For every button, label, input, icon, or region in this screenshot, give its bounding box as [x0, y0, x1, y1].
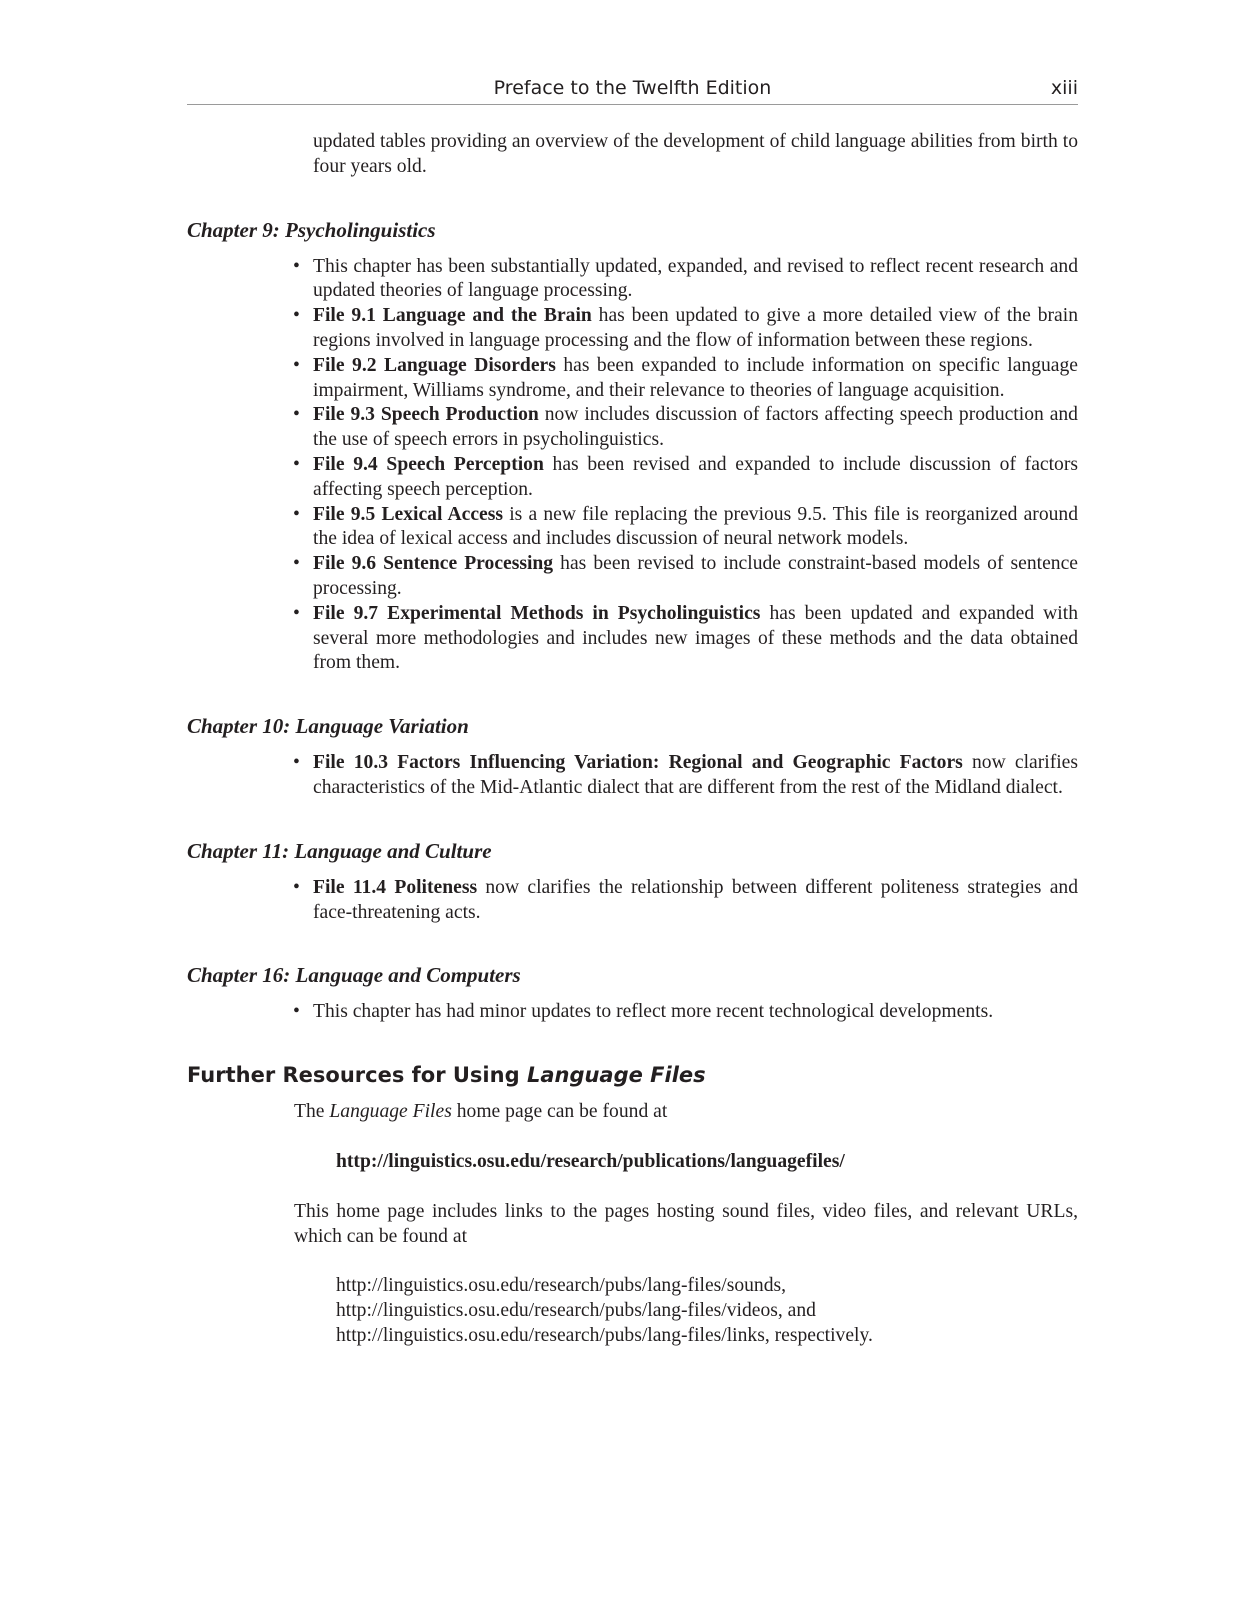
- item-text: This chapter has had minor updates to reflect more recent technological developments.: [313, 1001, 994, 1023]
- bullet-icon: •: [293, 553, 300, 575]
- bullet-list: [187, 751, 1078, 801]
- running-header: [187, 74, 1078, 105]
- file-title: File 11.4 Politeness: [313, 876, 478, 898]
- links-intro-paragraph: This home page includes links to the pages hosting sound files, video files, and relevant URLs, which can be found at: [294, 1200, 1078, 1247]
- bullet-icon: •: [293, 876, 300, 898]
- homepage-intro-paragraph: [294, 1100, 1078, 1125]
- links-url: http://linguistics.osu.edu/research/pubs/lang-files/links, respectively.: [336, 1324, 873, 1346]
- list-item: [293, 503, 1079, 553]
- section-heading-prefix: Further Resources for Using: [187, 1063, 527, 1088]
- file-title: File 9.5 Lexical Access: [313, 503, 503, 525]
- list-item: [293, 453, 1078, 503]
- item-text: now includes discussion of factors affecting speech production and the use of speech errors in psycholinguistics.: [313, 404, 1078, 451]
- chapter-10-section: [187, 713, 1078, 801]
- list-item: [293, 1000, 1078, 1025]
- file-title: File 9.4 Speech Perception: [313, 453, 544, 475]
- intro-continuation-paragraph: updated tables providing an overview of the development of child language abilities from birth to four years old.: [313, 131, 1078, 177]
- file-title: File 9.1 Language and the Brain: [313, 305, 592, 327]
- list-item: [293, 403, 1078, 453]
- chapter-11-section: [187, 838, 1078, 926]
- resource-url-list: [336, 1274, 1078, 1348]
- running-title: Preface to the Twelfth Edition: [493, 77, 772, 99]
- chapter-9-section: [187, 217, 1078, 677]
- item-text: is a new file replacing the previous 9.5. This file is reorganized around the idea of lexical access and includes discussion of neural network models.: [313, 503, 1079, 550]
- list-item: [293, 552, 1078, 602]
- page-body: [187, 130, 1078, 1349]
- chapter-heading: Chapter 11: Language and Culture: [187, 838, 492, 863]
- file-title: File 10.3 Factors Influencing Variation: Regional and Geographic Factors: [313, 752, 963, 774]
- file-title: File 9.3 Speech Production: [313, 404, 539, 426]
- further-resources-section: [187, 1062, 1078, 1349]
- chapter-16-section: [187, 962, 1078, 1025]
- list-item: [293, 304, 1078, 354]
- bullet-icon: •: [293, 404, 300, 426]
- homepage-intro-suffix: home page can be found at: [451, 1101, 668, 1123]
- item-text: has been revised and expanded to include discussion of factors affecting speech perception.: [313, 453, 1078, 500]
- list-item: [293, 876, 1079, 926]
- file-title: File 9.6 Sentence Processing: [313, 553, 554, 575]
- homepage-intro-prefix: The: [294, 1101, 330, 1123]
- section-heading-italic: Language Files: [526, 1063, 706, 1088]
- file-title: File 9.2 Language Disorders: [313, 354, 556, 376]
- bullet-list: [187, 255, 1078, 677]
- item-text: now clarifies characteristics of the Mid-Atlantic dialect that are different from the rest of the Midland dialect.: [313, 752, 1078, 798]
- item-text: has been updated and expanded with several more methodologies and includes new images of these methods and the data obtained from them.: [313, 602, 1078, 674]
- homepage-intro-italic: Language Files: [329, 1101, 452, 1123]
- item-text: now clarifies the relationship between different politeness strategies and face-threatening acts.: [313, 876, 1079, 923]
- bullet-icon: •: [293, 255, 300, 277]
- list-item: [293, 255, 1078, 305]
- bullet-icon: •: [293, 1001, 300, 1023]
- bullet-icon: •: [293, 503, 300, 525]
- list-item: [293, 602, 1078, 676]
- item-text: has been expanded to include information on specific language impairment, Williams syndrome, and their relevance to theories of language acquisition.: [313, 354, 1078, 401]
- chapter-heading: Chapter 9: Psycholinguistics: [187, 217, 436, 242]
- file-title: File 9.7 Experimental Methods in Psycholinguistics: [313, 602, 761, 624]
- homepage-url: http://linguistics.osu.edu/research/publications/languagefiles/: [336, 1150, 845, 1172]
- chapter-heading: Chapter 10: Language Variation: [187, 714, 469, 739]
- page-number: xiii: [1050, 77, 1078, 99]
- item-text: This chapter has been substantially updated, expanded, and revised to reflect recent research and updated theories of language processing.: [313, 255, 1078, 302]
- item-text: has been updated to give a more detailed view of the brain regions involved in language processing and the flow of information between these regions.: [313, 305, 1078, 351]
- list-item: [293, 751, 1078, 801]
- bullet-icon: •: [293, 602, 300, 624]
- bullet-icon: •: [293, 305, 300, 327]
- bullet-icon: •: [293, 453, 300, 475]
- list-item: [293, 354, 1078, 404]
- bullet-icon: •: [293, 354, 300, 376]
- section-heading: [187, 1062, 1078, 1088]
- videos-url: http://linguistics.osu.edu/research/pubs/lang-files/videos, and: [336, 1300, 816, 1322]
- sounds-url: http://linguistics.osu.edu/research/pubs/lang-files/sounds,: [336, 1275, 787, 1297]
- bullet-list: [187, 1000, 1078, 1025]
- bullet-list: [187, 876, 1078, 926]
- bullet-icon: •: [293, 752, 300, 774]
- chapter-heading: Chapter 16: Language and Computers: [187, 963, 521, 988]
- item-text: has been revised to include constraint-based models of sentence processing.: [313, 553, 1078, 599]
